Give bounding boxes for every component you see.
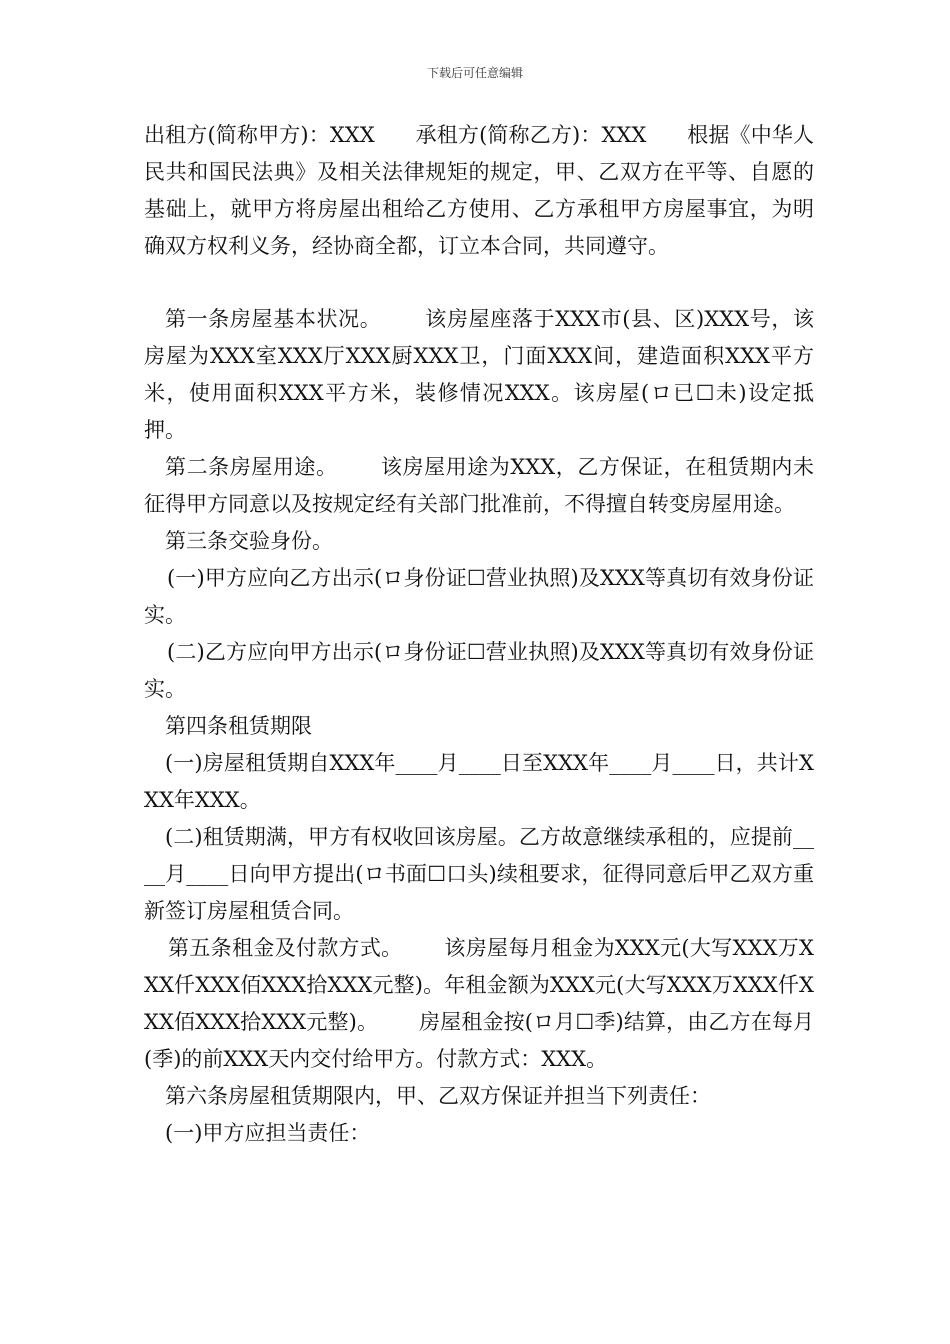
page-header-note: 下载后可任意编辑: [426, 66, 523, 80]
article-6-clause-1: (一)甲方应担当责任：: [165, 1121, 371, 1145]
article-4-lease-term: 第四条租赁期限: [165, 714, 312, 738]
article-6-responsibilities: 第六条房屋租赁期限内，甲、乙双方保证并担当下列责任：: [165, 1084, 711, 1108]
article-3-identity-check: 第三条交验身份。: [165, 529, 333, 553]
article-4-clause-2: (二)租赁期满，甲方有权收回该房屋。乙方故意继续承租的，应提前____月____日向甲方提出(ロ书面☐口头)续租要求，征得同意后甲乙双方重新签订房屋租赁合同。: [144, 825, 814, 923]
paragraph-spacer: [144, 265, 814, 301]
preamble-paragraph: 出租方(简称甲方)：XXX 承租方(简称乙方)：XXX 根据《中华人民共和国民法典》及相关法律规矩的规定，甲、乙双方在平等、自愿的基础上，就甲方将房屋出租给乙方使用、乙方承租甲方房屋事宜，为明确双方权利义务，经协商全都，订立本合同，共同遵守。: [144, 123, 814, 258]
article-3-clause-2: (二)乙方应向甲方出示(ロ身份证☐营业执照)及XXX等真切有效身份证实。: [144, 640, 814, 701]
contract-body: [144, 117, 814, 1152]
article-4-clause-1: (一)房屋租赁期自XXX年____月____日至XXX年____月____日，共计XXX年XXX。: [144, 751, 814, 812]
article-2-property-use: 第二条房屋用途。 该房屋用途为XXX，乙方保证，在租赁期内未征得甲方同意以及按规定经有关部门批准前，不得擅自转变房屋用途。: [144, 455, 814, 516]
article-3-clause-1: (一)甲方应向乙方出示(ロ身份证☐营业执照)及XXX等真切有效身份证实。: [144, 566, 814, 627]
article-5-rent-payment: 第五条租金及付款方式。 该房屋每月租金为XXX元(大写XXX万XXX仟XXX佰XXX拾XXX元整)。年租金额为XXX元(大写XXX万XXX仟XXX佰XXX拾XXX元整)。 房屋租金按(ロ月☐季)结算，由乙方在每月(季)的前XXX天内交付给甲方。付款方式：XXX。: [144, 936, 814, 1071]
article-1-property-status: 第一条房屋基本状况。 该房屋座落于XXX市(县、区)XXX号，该房屋为XXX室XXX厅XXX厨XXX卫，门面XXX间，建造面积XXX平方米，使用面积XXX平方米，装修情况XXX。该房屋(ロ已☐未)设定抵押。: [144, 307, 814, 442]
